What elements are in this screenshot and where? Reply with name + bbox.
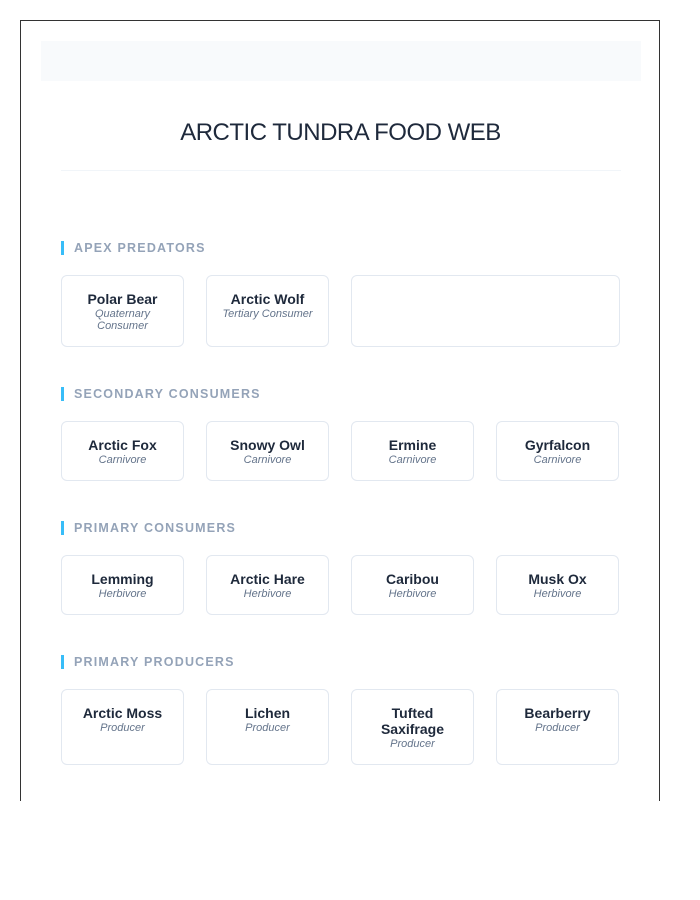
card-role: Herbivore <box>388 588 437 600</box>
card-arctic-hare[interactable] <box>206 555 329 615</box>
card-name: Gyrfalcon <box>524 437 591 453</box>
section-primary-producers <box>61 655 621 750</box>
card-lemming[interactable] <box>61 555 184 615</box>
card-ermine[interactable] <box>351 421 474 481</box>
card-name: Lemming <box>91 571 154 587</box>
card-name: Musk Ox <box>528 571 587 587</box>
card-role: Carnivore <box>98 454 147 466</box>
section-accent-bar <box>61 655 64 669</box>
card-role: Producer <box>535 722 580 734</box>
card-polar-bear[interactable] <box>61 275 184 347</box>
section-accent-bar <box>61 387 64 401</box>
card-name: Caribou <box>386 571 439 587</box>
title-divider <box>61 170 621 171</box>
card-musk-ox[interactable] <box>496 555 619 615</box>
card-arctic-wolf[interactable] <box>206 275 329 347</box>
card-lichen[interactable] <box>206 689 329 765</box>
card-name: Arctic Moss <box>82 705 163 721</box>
card-name: Polar Bear <box>87 291 158 307</box>
card-role: Producer <box>390 738 435 750</box>
card-snowy-owl[interactable] <box>206 421 329 481</box>
card-role: Tertiary Consumer <box>222 308 313 320</box>
card-role: Herbivore <box>98 588 147 600</box>
card-name: Arctic Wolf <box>230 291 305 307</box>
card-name: Arctic Hare <box>230 571 305 587</box>
section-accent-bar <box>61 521 64 535</box>
section-apex-predators <box>61 241 621 332</box>
card-role: Quaternary Consumer <box>94 308 151 332</box>
card-arctic-fox[interactable] <box>61 421 184 481</box>
card-role: Producer <box>245 722 290 734</box>
card-role: Carnivore <box>388 454 437 466</box>
section-primary-consumers <box>61 521 621 600</box>
card-name: Lichen <box>244 705 291 721</box>
card-name: Tufted Saxifrage <box>380 705 445 737</box>
card-name: Bearberry <box>524 705 591 721</box>
card-empty-slot <box>351 275 620 347</box>
card-role: Carnivore <box>243 454 292 466</box>
card-arctic-moss[interactable] <box>61 689 184 765</box>
card-caribou[interactable] <box>351 555 474 615</box>
card-tufted-saxifrage[interactable] <box>351 689 474 765</box>
card-name: Ermine <box>388 437 437 453</box>
section-accent-bar <box>61 241 64 255</box>
header-band <box>41 41 641 81</box>
card-gyrfalcon[interactable] <box>496 421 619 481</box>
diagram-frame <box>20 20 660 801</box>
card-name: Snowy Owl <box>230 437 305 453</box>
card-bearberry[interactable] <box>496 689 619 765</box>
section-label: SECONDARY CONSUMERS <box>61 387 621 401</box>
card-role: Carnivore <box>533 454 582 466</box>
section-label: PRIMARY CONSUMERS <box>61 521 621 535</box>
section-label: APEX PREDATORS <box>61 241 621 255</box>
page-title: ARCTIC TUNDRA FOOD WEB <box>180 119 501 146</box>
section-label: PRIMARY PRODUCERS <box>61 655 621 669</box>
card-role: Herbivore <box>243 588 292 600</box>
card-name: Arctic Fox <box>88 437 157 453</box>
card-role: Herbivore <box>533 588 582 600</box>
card-role: Producer <box>100 722 145 734</box>
section-secondary-consumers <box>61 387 621 466</box>
